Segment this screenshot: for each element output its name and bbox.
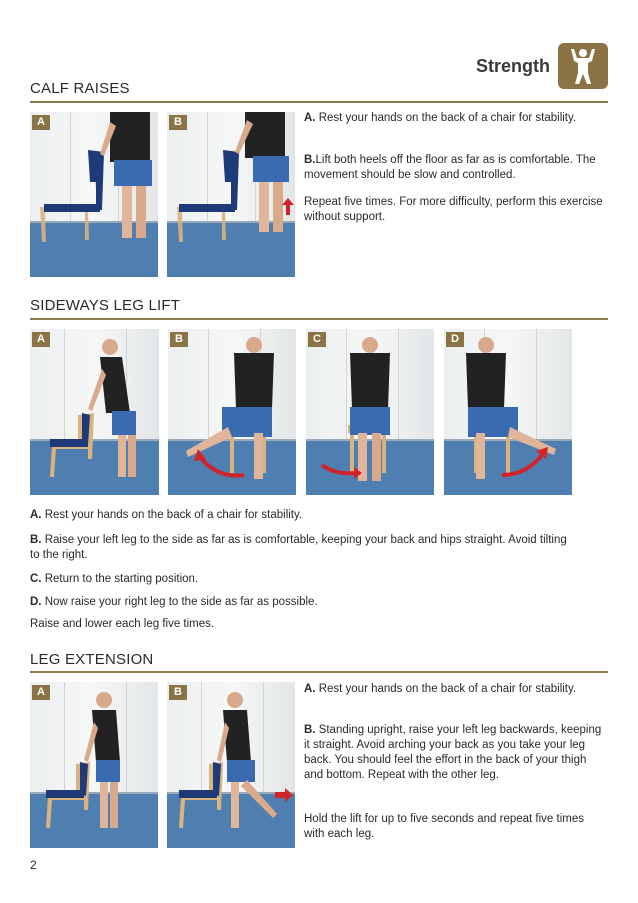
sideways-photo-c <box>306 329 434 495</box>
extension-photo-b <box>167 682 295 848</box>
extension-label-b: B <box>169 685 187 700</box>
calf-photo-b <box>167 112 295 277</box>
sideways-photo-d <box>444 329 572 495</box>
leg-extension-divider <box>30 671 608 673</box>
calf-photo-a <box>30 112 158 277</box>
sideways-label-d: D <box>446 332 464 347</box>
sideways-photo-b <box>168 329 296 495</box>
extension-label-a: A <box>32 685 50 700</box>
strength-figure-icon <box>558 43 608 89</box>
up-arrow-icon <box>282 198 294 215</box>
extension-step-a: A. Rest your hands on the back of a chair for stability. <box>304 683 577 695</box>
page-number: 2 <box>30 858 37 872</box>
extension-photo-a <box>30 682 158 848</box>
extension-step-b: B. Standing upright, raise your left leg backwards, keeping it straight. Avoid arching your back as you take your leg back. You should feel the effort in the back of your thigh and bottom. Repeat with the other leg. <box>304 724 602 781</box>
calf-raises-title: CALF RAISES <box>30 80 130 97</box>
sideways-leg-lift-title: SIDEWAYS LEG LIFT <box>30 297 181 314</box>
category-title: Strength <box>476 56 550 76</box>
sideways-label-c: C <box>308 332 326 347</box>
calf-label-b: B <box>169 115 187 130</box>
sideways-step-b: B. Raise your left leg to the side as far as is comfortable, keeping your back and hips straight. Avoid tilting to the right. <box>30 534 567 561</box>
sideways-leg-lift-divider <box>30 318 608 320</box>
extension-note: Hold the lift for up to five seconds and repeat five times with each leg. <box>304 813 584 840</box>
calf-step-a: A. Rest your hands on the back of a chair for stability. <box>304 112 577 124</box>
right-arrow-icon <box>275 788 293 802</box>
sideways-label-b: B <box>170 332 188 347</box>
calf-note: Repeat five times. For more difficulty, perform this exercise without support. <box>304 196 603 223</box>
calf-raises-divider <box>30 101 608 103</box>
sideways-step-a: A. Rest your hands on the back of a chair for stability. <box>30 509 303 521</box>
calf-step-b: B.Lift both heels off the floor as far as is comfortable. The movement should be slow and controlled. <box>304 154 596 181</box>
sideways-step-c: C. Return to the starting position. <box>30 573 199 585</box>
leg-extension-title: LEG EXTENSION <box>30 651 154 668</box>
sideways-step-d: D. Now raise your right leg to the side as far as possible. <box>30 596 318 608</box>
sideways-photo-a <box>30 329 159 495</box>
sideways-note: Raise and lower each leg five times. <box>30 618 215 630</box>
calf-label-a: A <box>32 115 50 130</box>
sideways-label-a: A <box>32 332 50 347</box>
